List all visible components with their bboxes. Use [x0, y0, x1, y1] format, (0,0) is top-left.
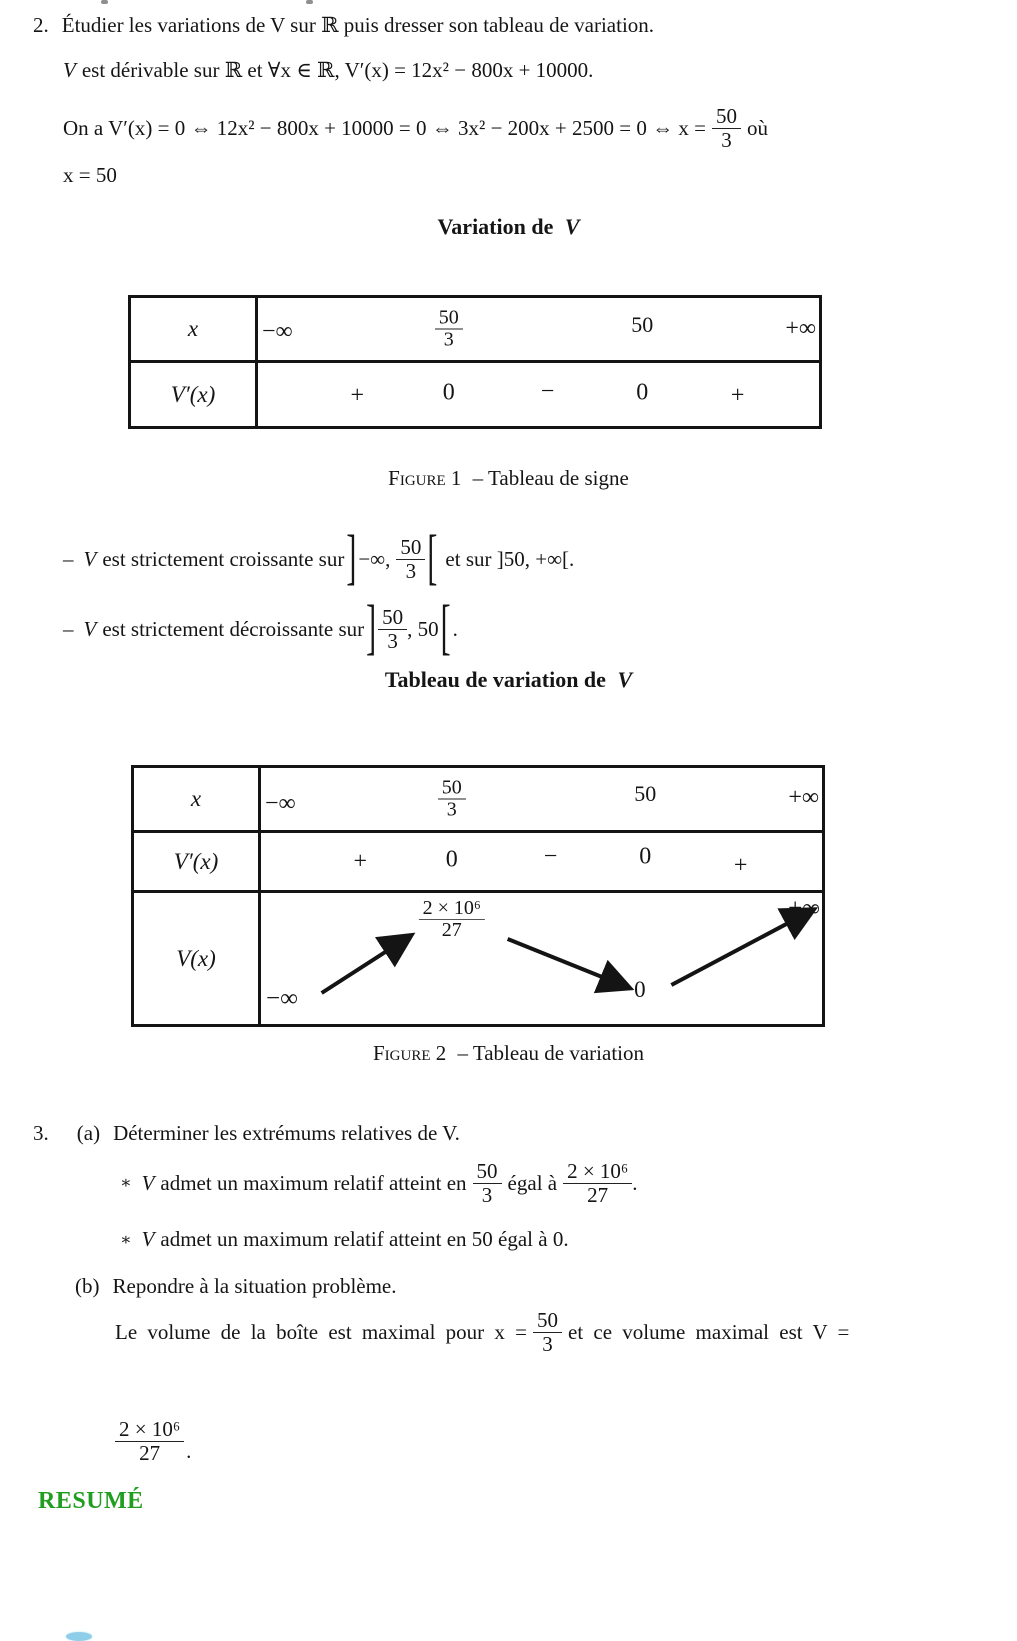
variation-arrows [261, 893, 822, 1024]
fraction-denominator: 3 [446, 798, 457, 821]
derivative-text: est dérivable sur ℝ et ∀x ∈ ℝ, V′(x) = 12x² − 800x + 10000. [81, 58, 594, 82]
sign-minus: − [543, 843, 558, 870]
period: . [186, 1438, 192, 1463]
fraction-denominator: 3 [481, 1182, 493, 1207]
decreasing-statement [63, 596, 458, 662]
question-3a-text: Déterminer les extrémums relatives de V. [113, 1121, 460, 1145]
question-2-text: Étudier les variations de V sur ℝ puis dresser son tableau de variation. [61, 13, 655, 37]
sign-zero-1: 0 [442, 379, 455, 406]
close-bracket: [ [427, 524, 438, 592]
sign-plus-2: + [730, 382, 745, 409]
figure-2-text: – Tableau de variation [457, 1041, 644, 1065]
question-3b-line [75, 1274, 397, 1299]
v-min-zero: 0 [634, 977, 646, 1002]
fraction-50-3 [378, 606, 407, 651]
interval-end: , 50 [407, 616, 439, 641]
solve-text: On a V′(x) = 0 ⇔ 12x² − 800x + 10000 = 0 ⇔ 3x² − 200x + 2500 = 0 ⇔ x = [63, 115, 706, 140]
volume-text: Le volume de la boîte est maximal pour x = [115, 1319, 527, 1344]
variation-table-x-label: x [134, 768, 261, 830]
x-neg-infinity: −∞ [262, 318, 293, 345]
figure-2-caption [0, 1041, 1017, 1066]
fraction-numerator: 50 [438, 778, 466, 800]
variation-table-dv-row [134, 833, 822, 893]
sign-table [128, 295, 822, 429]
variation-table-x-row [134, 768, 822, 833]
arrow-up-1 [322, 937, 409, 993]
fraction-50-3 [712, 105, 741, 150]
resume-heading: RESUMÉ [38, 1488, 144, 1514]
fraction-numerator: 50 [473, 1160, 502, 1183]
asterisk-bullet: ∗ [120, 1229, 132, 1249]
fraction-denominator: 3 [721, 127, 732, 152]
max-item-1 [120, 1150, 638, 1216]
fraction-numerator: 50 [396, 536, 425, 559]
question-2-line [33, 13, 654, 38]
x-pos-infinity: +∞ [788, 784, 819, 811]
sign-table-dv-row [131, 363, 819, 426]
sign-zero-2: 0 [636, 379, 649, 406]
dash-bullet: – [63, 546, 74, 571]
solve-ou: où [746, 115, 768, 140]
max-item-2-text: admet un maximum relatif atteint en 50 égal à 0. [160, 1227, 569, 1251]
decreasing-text: est strictement décroissante sur [102, 616, 365, 641]
sign-zero-1: 0 [445, 846, 458, 873]
variation-table-x-values [261, 768, 822, 830]
x-fifty: 50 [631, 312, 654, 338]
figure-1-text: – Tableau de signe [472, 466, 629, 490]
fraction-numerator: 2 × 10⁶ [419, 898, 485, 920]
arrow-down [508, 939, 627, 987]
variation-table-dv-label: V′(x) [134, 833, 261, 890]
heading-variation [0, 214, 1017, 240]
fraction-denominator: 27 [441, 919, 462, 941]
fraction-numerator: 2 × 10⁶ [563, 1160, 632, 1183]
heading-variation-text: Variation de [437, 214, 554, 239]
page-edge-artifact [306, 0, 313, 4]
max-item-1-text: admet un maximum relatif atteint en [160, 1170, 467, 1195]
variation-table-v-values [261, 893, 822, 1024]
v-end-pos-infinity: +∞ [788, 895, 820, 922]
fraction-numerator: 50 [435, 308, 463, 330]
heading-variation-table-text: Tableau de variation de [384, 667, 606, 692]
heading-variation-V: V [564, 214, 580, 239]
variation-table-dv-values [261, 833, 822, 890]
math-V: V [63, 58, 76, 82]
open-bracket: ] [366, 594, 377, 662]
x-fifty: 50 [634, 781, 657, 807]
increasing-statement [63, 522, 574, 596]
fraction-numerator: 50 [533, 1309, 562, 1332]
fraction-2e6-27 [115, 1418, 184, 1463]
fraction-numerator: 2 × 10⁶ [115, 1418, 184, 1441]
max-item-1-mid: égal à [507, 1170, 558, 1195]
fraction-numerator: 50 [378, 606, 407, 629]
sign-table-dv-values [258, 363, 819, 426]
sign-table-x-label: x [131, 298, 258, 360]
x-neg-infinity: −∞ [265, 790, 296, 817]
question-3b-label: (b) [75, 1274, 100, 1298]
v-max-fraction [419, 898, 485, 941]
v-start-neg-infinity: −∞ [266, 985, 298, 1012]
heading-variation-table [0, 667, 1017, 693]
asterisk-bullet: ∗ [120, 1173, 132, 1192]
variation-table [131, 765, 825, 1027]
sign-zero-2: 0 [639, 843, 652, 870]
fraction-50-3 [533, 1309, 562, 1354]
x-fifty-thirds [438, 778, 466, 821]
open-bracket: ] [346, 524, 357, 592]
question-3b-text: Repondre à la situation problème. [112, 1274, 397, 1298]
increasing-text: est strictement croissante sur [102, 546, 345, 571]
sign-minus: − [540, 378, 555, 405]
sign-plus-1: + [353, 848, 368, 874]
volume-text-end: et ce volume maximal est V = [568, 1319, 850, 1344]
figure-1-caption [0, 466, 1017, 491]
bottom-blue-mark [66, 1632, 92, 1641]
math-V: V [83, 616, 97, 641]
fraction-numerator: 50 [712, 105, 741, 128]
math-V: V [141, 1170, 155, 1195]
derivative-line [63, 58, 593, 83]
math-V: V [83, 546, 97, 571]
math-V: V [141, 1227, 155, 1251]
fraction-denominator: 3 [405, 558, 417, 583]
figure-1-label: Figure 1 [388, 466, 462, 490]
sign-plus-1: + [350, 382, 365, 409]
period: . [632, 1170, 638, 1195]
fraction-denominator: 27 [587, 1182, 609, 1207]
interval-start: −∞, [358, 546, 391, 571]
x-pos-infinity: +∞ [785, 315, 816, 342]
variation-table-v-label: V(x) [134, 893, 261, 1024]
x-equals-50: x = 50 [63, 163, 117, 187]
question-3a-line [33, 1121, 460, 1146]
question-3a-label: (a) [76, 1121, 101, 1145]
fraction-denominator: 3 [542, 1331, 553, 1356]
dash-bullet: – [63, 616, 74, 641]
sign-plus-2: + [733, 852, 748, 879]
page-edge-artifact [101, 0, 108, 4]
question-3-number: 3. [33, 1121, 49, 1145]
variation-table-v-row [134, 893, 822, 1024]
fraction-50-3 [396, 536, 425, 581]
fraction-denominator: 27 [139, 1440, 161, 1465]
volume-result-fraction [115, 1408, 191, 1474]
figure-2-label: Figure 2 [372, 1041, 447, 1065]
fraction-2e6-27 [563, 1160, 632, 1205]
sign-table-x-row [131, 298, 819, 363]
fraction-denominator: 3 [443, 328, 454, 351]
sign-table-x-values [258, 298, 819, 360]
period: . [452, 616, 458, 641]
question-2-number: 2. [33, 13, 49, 37]
volume-statement [115, 1300, 849, 1364]
max-item-2 [120, 1227, 569, 1252]
heading-variation-table-V: V [617, 667, 633, 692]
fraction-denominator: 3 [387, 628, 398, 653]
fraction-50-3 [473, 1160, 502, 1205]
increasing-text-end: et sur ]50, +∞[. [445, 546, 575, 571]
x-fifty-thirds [435, 308, 463, 351]
close-bracket: [ [440, 594, 451, 662]
solve-line [63, 96, 768, 160]
sign-table-dv-label: V′(x) [131, 363, 258, 426]
